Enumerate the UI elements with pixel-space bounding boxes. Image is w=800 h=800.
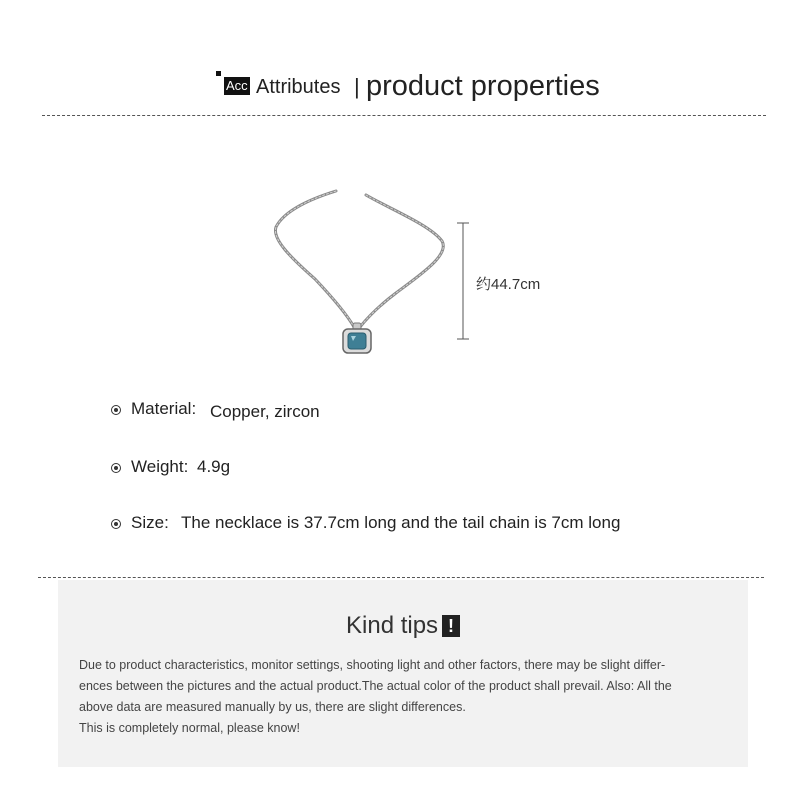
dimension-bracket <box>455 222 471 340</box>
attribute-value: Copper, zircon <box>210 402 320 421</box>
kind-tips-panel <box>58 580 748 767</box>
attribute-label: Size: <box>131 513 169 532</box>
attribute-label: Material: <box>131 399 197 418</box>
top-dashed-divider <box>42 115 766 116</box>
tips-line: ences between the pictures and the actual product.The actual color of the product shall prevail. Also: All the <box>79 679 672 693</box>
chain-left-strand <box>275 191 354 327</box>
section-header <box>0 60 800 110</box>
middle-dashed-divider <box>38 577 764 578</box>
bullet-icon <box>111 405 121 415</box>
necklace-image <box>270 185 480 355</box>
header-separator: | <box>354 74 360 99</box>
attribute-value: The necklace is 37.7cm long and the tail chain is 7cm long <box>181 513 621 532</box>
bullet-icon <box>111 463 121 473</box>
exclamation-icon: ! <box>442 615 460 637</box>
attributes-label: Attributes <box>256 76 341 98</box>
chain-right-strand <box>360 195 443 327</box>
attribute-label: Weight: <box>131 457 189 476</box>
tips-line: Due to product characteristics, monitor settings, shooting light and other factors, there may be slight differ- <box>79 658 666 672</box>
header-dot-decoration <box>216 71 221 76</box>
tips-line: above data are measured manually by us, there are slight differences. <box>79 700 466 714</box>
tips-line: This is completely normal, please know! <box>79 721 300 735</box>
page-title: product properties <box>366 70 600 102</box>
kind-tips-title: Kind tips <box>346 612 439 639</box>
bullet-icon <box>111 519 121 529</box>
chain-left-strand-highlight <box>275 191 354 327</box>
acc-tag: Acc <box>226 78 248 93</box>
pendant-stone <box>348 333 366 349</box>
dimension-label: 约44.7cm <box>476 276 541 293</box>
attribute-value: 4.9g <box>197 457 231 476</box>
kind-tips-text <box>79 655 734 739</box>
